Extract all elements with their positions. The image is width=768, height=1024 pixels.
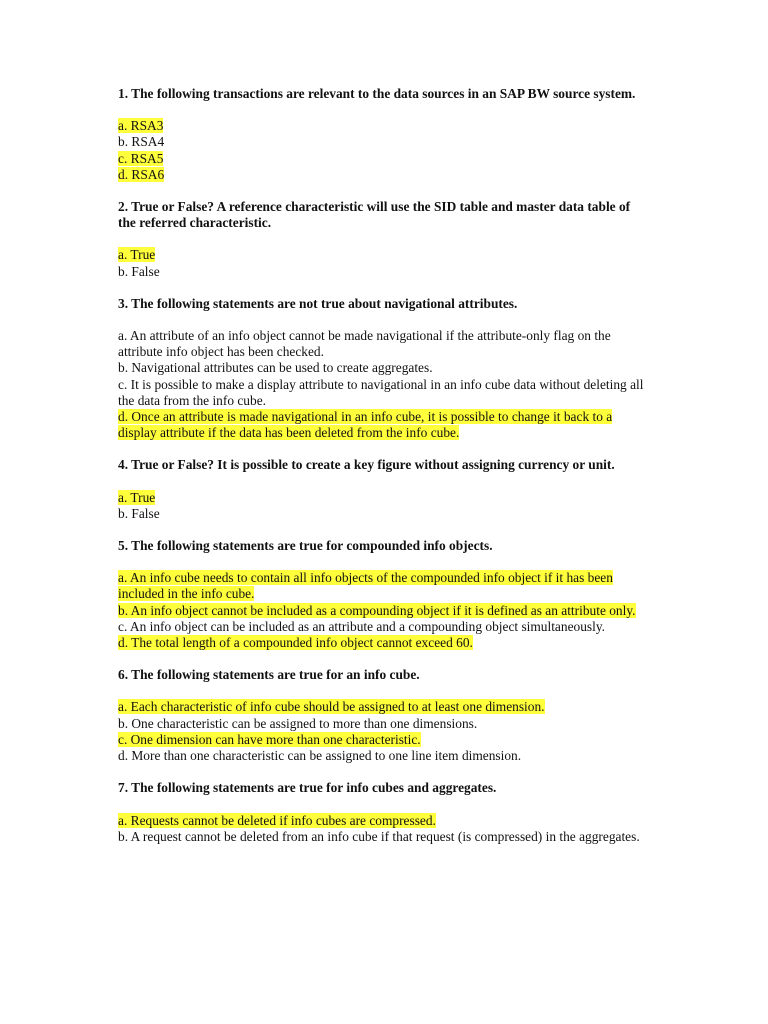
question-2-option-a: a. True bbox=[118, 247, 156, 263]
question-5-option-c: c. An info object can be included as an attribute and a compounding object simultaneously. bbox=[118, 618, 606, 634]
question-6-option-a: a. Each characteristic of info cube should be assigned to at least one dimension. bbox=[118, 699, 545, 715]
question-3-option-c: c. It is possible to make a display attribute to navigational in an info cube data without deleting all the data from the info cube. bbox=[118, 376, 644, 408]
question-5-option-d: d. The total length of a compounded info object cannot exceed 60. bbox=[118, 635, 473, 651]
question-5 bbox=[118, 538, 646, 651]
question-6-option-c: c. One dimension can have more than one characteristic. bbox=[118, 731, 421, 747]
question-1-option-c: c. RSA5 bbox=[118, 150, 164, 166]
question-6-option-d: d. More than one characteristic can be assigned to one line item dimension. bbox=[118, 748, 522, 764]
question-6-option-b: b. One characteristic can be assigned to more than one dimensions. bbox=[118, 715, 478, 731]
question-5-option-b: b. An info object cannot be included as a compounding object if it is defined as an attribute only. bbox=[118, 602, 636, 618]
question-7 bbox=[118, 780, 646, 845]
question-3-option-a: a. An attribute of an info object cannot be made navigational if the attribute-only flag on the attribute info object has been checked. bbox=[118, 328, 611, 360]
question-3-text: 3. The following statements are not true about navigational attributes. bbox=[118, 295, 518, 311]
question-1-text: 1. The following transactions are relevant to the data sources in an SAP BW source system. bbox=[118, 86, 636, 101]
question-2 bbox=[118, 199, 646, 280]
question-4 bbox=[118, 457, 646, 522]
question-1-option-a: a. RSA3 bbox=[118, 118, 164, 134]
question-4-text: 4. True or False? It is possible to create a key figure without assigning currency or unit. bbox=[118, 457, 615, 473]
question-4-option-b: b. False bbox=[118, 505, 160, 521]
question-7-option-a: a. Requests cannot be deleted if info cubes are compressed. bbox=[118, 812, 436, 828]
question-5-option-a: a. An info cube needs to contain all info objects of the compounded info object if it has been included in the info cube. bbox=[118, 570, 613, 602]
question-3-option-d: d. Once an attribute is made navigational in an info cube, it is possible to change it back to a display attribute if the data has been deleted from the info cube. bbox=[118, 409, 613, 441]
question-2-option-b: b. False bbox=[118, 263, 160, 279]
question-3-option-b: b. Navigational attributes can be used to create aggregates. bbox=[118, 360, 433, 376]
question-1-option-b: b. RSA4 bbox=[118, 134, 165, 150]
question-3 bbox=[118, 296, 646, 442]
question-7-option-b: b. A request cannot be deleted from an info cube if that request (is compressed) in the aggregates. bbox=[118, 828, 640, 844]
question-1 bbox=[118, 86, 646, 183]
question-5-text: 5. The following statements are true for compounded info objects. bbox=[118, 538, 493, 554]
question-4-option-a: a. True bbox=[118, 489, 156, 505]
document-page bbox=[118, 86, 646, 861]
question-6-text: 6. The following statements are true for an info cube. bbox=[118, 667, 420, 683]
question-6 bbox=[118, 667, 646, 764]
question-7-text: 7. The following statements are true for info cubes and aggregates. bbox=[118, 780, 497, 796]
question-1-option-d: d. RSA6 bbox=[118, 166, 165, 182]
question-2-text: 2. True or False? A reference characteristic will use the SID table and master data table of the referred characteristic. bbox=[118, 199, 631, 231]
